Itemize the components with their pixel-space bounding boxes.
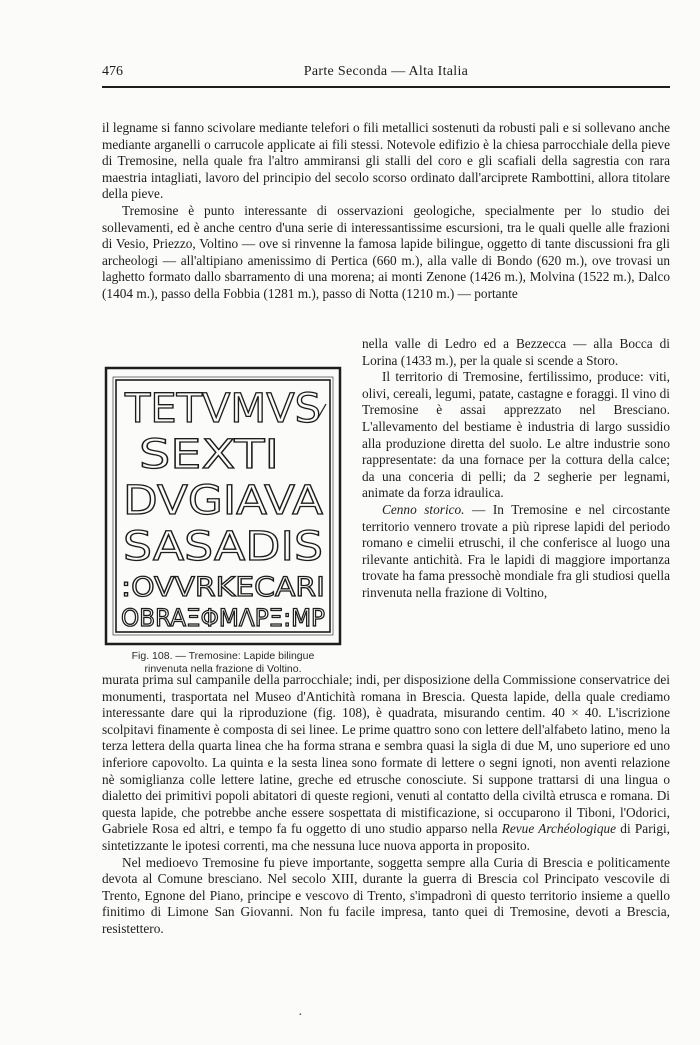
paragraph-geologia-continued: nella valle di Ledro ed a Bezzecca — alla Bocca di Lorina (1433 m.), per la quale si scende a Storo. bbox=[362, 336, 670, 368]
inscription-line-6: OBRAΞΦΜΛΡΞ:ΜΡ bbox=[121, 604, 325, 632]
figure-lapide bbox=[104, 366, 342, 646]
journal-title: Revue Archéologique bbox=[501, 821, 617, 837]
paragraph-lapide-descrizione bbox=[102, 672, 670, 855]
paragraph-legname: il legname si fanno scivolare mediante telefori o fili metallici sostenuti da robusti pali e si sollevano anche mediante arganelli o carrucole applicate ai fili stessi. Notevole edifizio è la chiesa parrocchiale della pieve di Tremosine, nella quale fra l'altro ammiransi gli stalli del coro e gli scafiali della sagrestia con rara maestria intagliati, lavoro del principio del secolo scorso ordinato dall'arciprete Rambottini, allora titolare della pieve. bbox=[102, 120, 670, 202]
paragraph-cenno-storico-text: — In Tremosine e nel circostante territorio vennero trovate a più riprese lapidi del periodo romano e cimelii etruschi, il che conferisce al luogo una rilevante antichità. Fra le lapidi di maggiore importanza trovate ha fama pressochè mondiale fra gli studiosi quella rinvenuta nella frazione di Voltino, bbox=[362, 501, 670, 600]
page-header bbox=[102, 64, 670, 86]
footer-mark: · bbox=[298, 1008, 303, 1023]
lapide-description-text: murata prima sul campanile della parrocchiale; indi, per disposizione della Commissione conservatrice dei monumenti, trasportata nel Museo d'Antichità romana in Brescia. Questa lapide, della quale crediamo interessante dare qui la riproduzione (fig. 108), è quadrata, misurando centim. 40 × 40. L'iscrizione scolpitavi finamente è composta di sei linee. Le prime quattro sono con lettere dell'alfabeto latino, meno la terza lettera della quarta linea che ha forma strana e sembra quasi la sigla di due M, uno superiore ed uno inferiore capovolto. La quinta e la sesta linea sono formate di lettere o segni ignoti, non aventi relazione nè somiglianza colle lettere latine, greche ed etrusche conosciute. Si suppone trattarsi di una lingua o dialetto dei primitivi popoli abitatori di queste regioni, venuti al contatto della civiltà etrusca e romana. Di questa lapide, che potrebbe anche essere sospettata di mistificazione, si occuparono il Tiboni, l'Odorici, Gabriele Rosa ed altri, e tempo fa fu oggetto di uno studio apparso nella bbox=[102, 672, 670, 837]
paragraph-cenno-storico bbox=[362, 502, 670, 602]
page-number: 476 bbox=[102, 64, 123, 79]
text-block-bottom bbox=[102, 672, 670, 938]
paragraph-medioevo: Nel medioevo Tremosine fu pieve importante, soggetta sempre alla Curia di Brescia e politicamente devota al Comune bresciano. Nel secolo XIII, durante la guerra di Brescia col Principato vescovile di Trento, Egnone del Piano, principe e vescovo di Trento, s'impadronì di questo territorio insieme a quello finitimo di Limone San Giovanni. Non fu facile impresa, tanto quei di Tremosine, devoti a Brescia, resistettero. bbox=[102, 854, 670, 936]
inscription-line-2: SEXTI bbox=[139, 432, 279, 478]
paragraph-territorio: Il territorio di Tremosine, fertilissimo, produce: viti, olivi, cereali, legumi, patate, castagne e foraggi. Il vino di Tremosine è assai apprezzato nel Bresciano. L'allevamento del bestiame è industria di largo sussidio alla produzione diretta del suolo. Le altre industrie sono rappresentate: da una fornace per la cottura della calce; da una conceria di pelli; da 2 segherie per legnami, animate da forza idraulica. bbox=[362, 369, 670, 501]
inscription-line-4: SASADIS bbox=[123, 524, 323, 570]
running-title: Parte Seconda — Alta Italia bbox=[303, 64, 469, 79]
inscription-line-3: DVGIAVA bbox=[123, 478, 324, 524]
section-heading-cenno-storico: Cenno storico. bbox=[382, 501, 465, 517]
caption-line-1: Fig. 108. — Tremosine: Lapide bilingue bbox=[131, 650, 315, 662]
paragraph-geologia: Tremosine è punto interessante di osservazioni geologiche, specialmente per lo studio dei sollevamenti, ed è anche centro d'una serie di interessantissime escursioni, tra le quali quelle alle frazioni di Vesio, Priezzo, Voltino — ove si rinvenne la famosa lapide bilingue, oggetto di tante discussioni fra gli archeologi — all'altipiano amenissimo di Pertica (660 m.), alla valle di Bondo (620 m.), ove trovasi un laghetto formato dallo sbarramento di una morena; ai monti Zenone (1426 m.), Molvina (1522 m.), Dalco (1404 m.), passo della Fobbia (1281 m.), passo di Notta (1210 m.) — portante bbox=[102, 202, 670, 301]
text-block-top bbox=[102, 120, 670, 303]
header-rule bbox=[102, 86, 670, 88]
caption-line-2: rinvenuta nella frazione di Voltino. bbox=[144, 663, 302, 675]
lapide-illustration bbox=[104, 366, 342, 646]
lapide-description-end: di Parigi, sintetizzante le ipotesi correnti, ma che nessuna luce nuova apporta in proposito. bbox=[102, 821, 670, 853]
inscription-line-1: TETVMVS bbox=[123, 386, 321, 432]
inscription bbox=[121, 386, 325, 632]
inscription-line-5: :OVVRKECARI bbox=[121, 572, 325, 603]
text-column-beside-figure bbox=[362, 336, 670, 602]
